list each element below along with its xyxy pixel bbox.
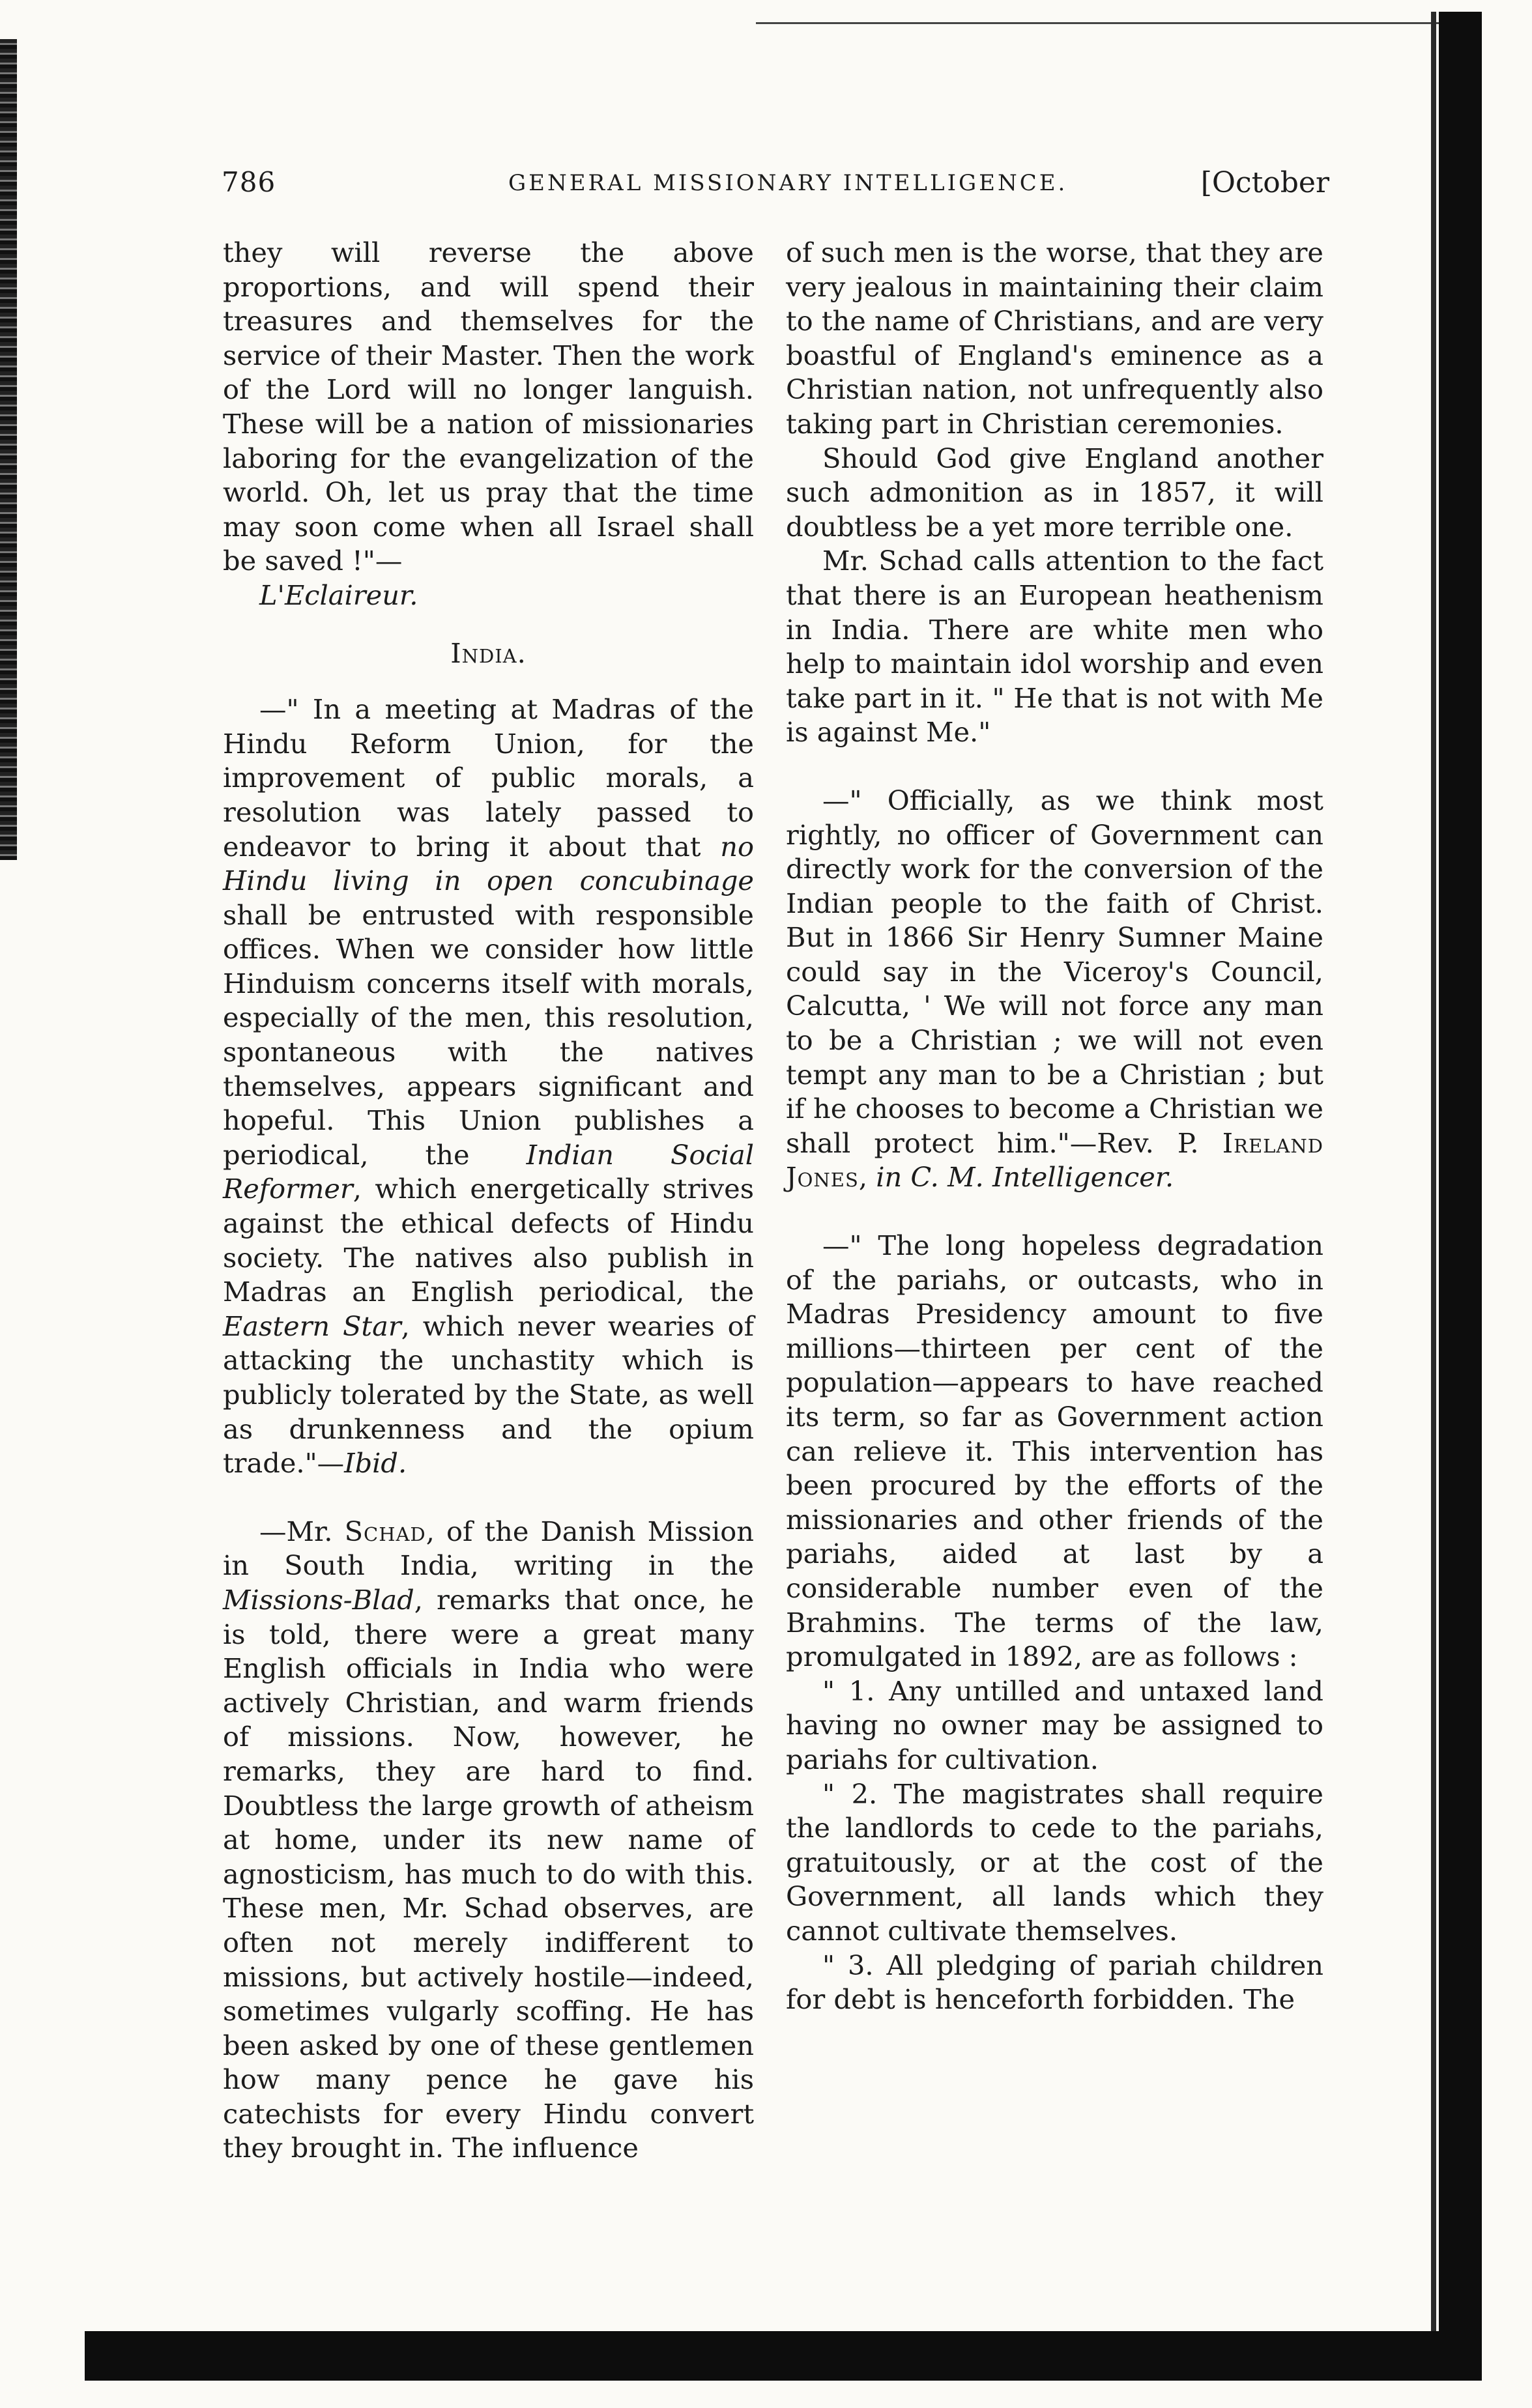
paragraph-european-heathenism: Mr. Schad calls attention to the fact that there is an European heathenism in India. There are white men who help to maintain idol worship and even take part in it. " He that is not with Me is against Me." xyxy=(786,545,1323,749)
scan-left-edge xyxy=(0,39,17,860)
scan-right-edge xyxy=(1439,12,1482,2331)
article-pariahs: —" The long hopeless degradation of the pariahs, or outcasts, who in Madras Presidency amount to five millions—thirteen per cent of the population—appears to have reached its term, so far as Government action can relieve it. This intervention has been procured by the efforts of the missionaries and other friends of the pariahs, aided at last by a considerable number even of the Brahmins. The terms of the law, promulgated in 1892, are as follows : xyxy=(786,1229,1323,1673)
continuation-paragraph: they will reverse the above proportions, and will spend their treasures and themselves for the service of their Master. Then the work of the Lord will no longer languish. These will be a nation of missionaries laboring for the evangelization of the world. Oh, let us pray that the time may soon come when all Israel shall be saved !"— xyxy=(223,236,754,577)
article-hindu-reform-union: —" In a meeting at Madras of the Hindu Reform Union, for the improvement of public morals, a resolution was lately passed to endeavor to bring it about that no Hindu living in open concubinage shall be entrusted with responsible offices. When we consider how little Hinduism concerns itself with morals, especially of the men, this resolution, spontaneous with the natives themselves, appears significant and hopeful. This Union publishes a periodical, the Indian Social Reformer, which energetically strives against the ethical defects of Hindu society. The natives also publish in Madras an English periodical, the Eastern Star, which never wearies of attacking the unchastity which is publicly tolerated by the State, as well as drunkenness and the opium trade."—Ibid. xyxy=(223,693,755,1480)
issue-month: [October xyxy=(1200,166,1329,199)
page-number: 786 xyxy=(222,166,276,198)
scan-bottom-edge xyxy=(85,2331,1482,2381)
right-column xyxy=(786,236,1323,2017)
running-title: GENERAL MISSIONARY INTELLIGENCE. xyxy=(508,170,1068,196)
law-term-3: " 3. All pledging of pariah children for debt is henceforth forbidden. The xyxy=(786,1949,1323,2016)
paragraph-gap xyxy=(786,750,1323,784)
source-citation: L'Eclaireur. xyxy=(259,579,418,611)
scan-right-edge-inner xyxy=(1431,12,1436,2331)
paragraph-gap xyxy=(223,1481,754,1515)
paragraph-admonition: Should God give England another such admonition as in 1857, it will doubtless be a yet more terrible one. xyxy=(786,442,1323,543)
law-term-1: " 1. Any untilled and untaxed land having no owner may be assigned to pariahs for cultivation. xyxy=(786,1674,1323,1775)
running-head xyxy=(222,166,1329,205)
paragraph-gap xyxy=(786,1195,1323,1229)
law-term-2: " 2. The magistrates shall require the landlords to cede to the pariahs, gratuitously, or at the cost of the Government, all lands which they cannot cultivate themselves. xyxy=(786,1777,1323,1947)
article-government-conversion: —" Officially, as we think most rightly, no officer of Government can directly work for the conversion of the Indian people to the faith of Christ. But in 1866 Sir Henry Sumner Maine could say in the Viceroy's Council, Calcutta, ' We will not force any man to be a Christian ; we will not even tempt any man to be a Christian ; but if he chooses to become a Christian we shall protect him."—Rev. P. Ireland Jones, in C. M. Intelligencer. xyxy=(786,784,1323,1194)
section-heading-india: India. xyxy=(450,637,527,669)
left-column xyxy=(223,236,754,2166)
article-mr-schad: —Mr. Schad, of the Danish Mission in South India, writing in the Missions-Blad, remarks that once, he is told, there were a great many English officials in India who were actively Christian, and warm friends of missions. Now, however, he remarks, they are hard to find. Doubtless the large growth of atheism at home, under its new name of agnosticism, has much to do with this. These men, Mr. Schad observes, are often not merely indifferent to missions, but actively hostile—indeed, sometimes vulgarly scoffing. He has been asked by one of these gentlemen how many pence he gave his catechists for every Hindu convert they brought in. The influence xyxy=(223,1515,755,2164)
continuation-paragraph-right: of such men is the worse, that they are very jealous in maintaining their claim to the name of Christians, and are very boastful of England's eminence as a Christian nation, not unfrequently also taking part in Christian ceremonies. xyxy=(786,236,1323,440)
scan-top-rule xyxy=(756,22,1440,24)
